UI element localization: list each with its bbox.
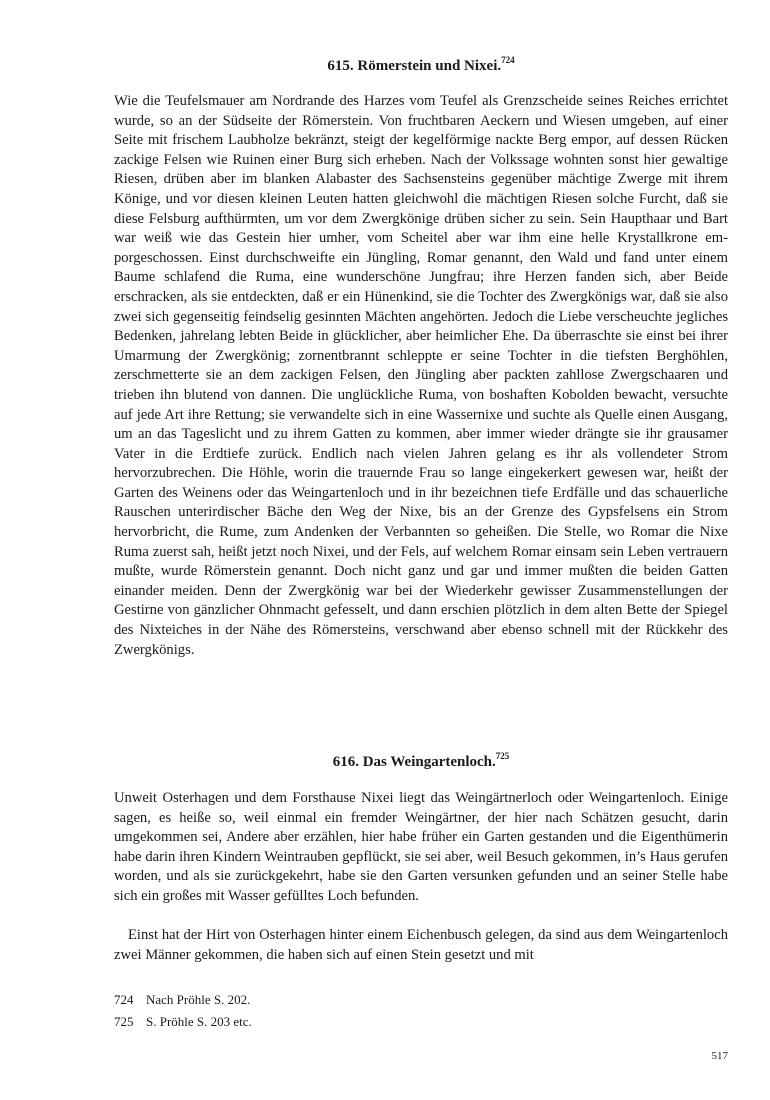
document-page: [114, 0, 728, 1100]
section-616-title: 616. Das Weingartenloch.: [332, 754, 496, 770]
section-615-heading: [114, 56, 728, 76]
section-615-paragraph: Wie die Teufelsmauer am Nordrande des Harzes vom Teufel als Grenzscheide seines Reiches errichtet wurde, so an der Südseite der Römerstein. Von fruchtbaren Aeckern und Wiesen umgeben, auf einer Seite mit frischem Laubholze bekränzt, steigt der kegelförmige nackte Berg empor, auf dessen Rücken zackige Felsen wie Ruinen einer Burg sich erheben. Nach der Volkssage wohnten sonst hier gewaltige Riesen, drüben aber im blanken Alabaster des Sachsensteins gegenüber mächtige Zwerge mit ihrem Könige, und vor diesen kleinen Leuten hatten gleichwohl die mächtigen Riesen solche Furcht, daß sie diese Felsburg aufthürmten, um vor dem Zwergkönige drüben sicher zu sein. Sein Haupthaar und Bart war weiß wie das Gestein hier umher, vom Scheitel aber war ihm eine helle Krystallkrone emporgeschossen. Einst durchschweifte ein Jüngling, Romar genannt, den Wald und fand unter einem Baume schlafend die Ruma, eine wunderschöne Jungfrau; ihre Herzen fanden sich, aber Beide erschracken, als sie entdeckten, daß er ein Hünenkind, sie die Tochter des Zwergkönigs war, daß sie also zwei sich gegenseitig feindselig gesinnten Mächten angehörten. Jedoch die Liebe verscheuchte jegliches Bedenken, jahrelang lebten Beide in glücklicher, aber heimlicher Ehe. Da überraschte sie einst bei ihrer Umarmung der Zwergkönig; zornentbrannt schleppte er seine Tochter in die tiefsten Berghöhlen, zerschmetterte sie an dem zackigen Felsen, den Jüngling aber packten zahllose Zwergschaaren und trieben ihn blutend von dannen. Die unglückliche Ruma, von boshaften Kobolden bewacht, versuchte auf jede Art ihre Rettung; sie verwandelte sich in eine Wassernixe und suchte als Quelle einen Ausgang, um an das Tageslicht und zu ihrem Gatten zu kommen, aber immer wieder drängte sie ihr grausamer Vater in die Erdtiefe zurück. Endlich nach vielen Jahren gelang es ihr als vollendeter Strom hervorzubrechen. Die Höhle, worin die trauernde Frau so lange eingekerkert gewesen war, heißt der Garten des Weinens oder das Weingartenloch und in ihr bezeichnen tiefe Erdfälle und das schauerliche Rauschen unterirdischer Bäche den Weg der Nixe, bis an der Grenze des Gypsfelsens ein Strom hervorbricht, die Rume, zum Andenken der Verbannten so geheißen. Die Stelle, wo Romar die Nixe Ruma zuerst sah, heißt jetzt noch Nixei, und der Fels, auf welchem Romar einsam sein Leben vertrauern mußte, wurde Römerstein genannt. Doch nicht ganz und gar und immer mußten die beiden Gatten einander meiden. Denn der Zwergkönig war bei der Wiederkehr gewisser Zusammenstellungen der Gestirne von gänzlicher Ohnmacht gefesselt, und dann erschien plötzlich in dem alten Bette der Spiegel des Nixteiches in der Nähe des Römersteins, verschwand aber ebenso schnell mit der Rückkehr des Zwergkönigs.: [114, 93, 728, 658]
footnote-ref-725[interactable]: 725: [495, 751, 510, 761]
section-616-heading: [114, 752, 728, 772]
footnote-text: S. Pröhle S. 203 etc.: [146, 1014, 252, 1029]
section-616-paragraph-1: Unweit Osterhagen und dem Forsthause Nixei liegt das Weingärtnerloch oder Weingartenloch. Einige sagen, es heiße so, weil einmal ein fremder Weingärtner, der hier nach Schätzen gesucht, darin umgekommen sei, Andere aber erzählen, hier habe früher ein Garten gestanden und die Eigenthümerin habe darin ihren Kindern Weintrauben gepflückt, sie sei aber, weil Besuch gekommen, in’s Haus gerufen worden, und als sie zurückgekehrt, habe sie den Garten versunken gefunden und an seiner Stelle habe sich ein großes mit Wasser gefülltes Loch befunden.: [114, 790, 728, 904]
footnote-724: [114, 989, 728, 1011]
footnote-text: Nach Pröhle S. 202.: [146, 992, 251, 1007]
section-616-paragraph-2: Einst hat der Hirt von Osterhagen hinter einem Eichenbusch gelegen, da sind aus dem Weingartenloch zwei Männer gekommen, die haben sich auf einen Stein gesetzt und mit: [114, 927, 728, 963]
page-number: 517: [711, 1050, 728, 1062]
footnote-number: 724: [114, 992, 134, 1007]
footnote-number: 725: [114, 1014, 134, 1029]
section-615-title: 615. Römerstein und Nixei.: [327, 58, 502, 74]
footnote-725: [114, 1011, 728, 1033]
footnotes: [114, 989, 728, 1033]
footnote-ref-724[interactable]: 724: [501, 55, 515, 65]
